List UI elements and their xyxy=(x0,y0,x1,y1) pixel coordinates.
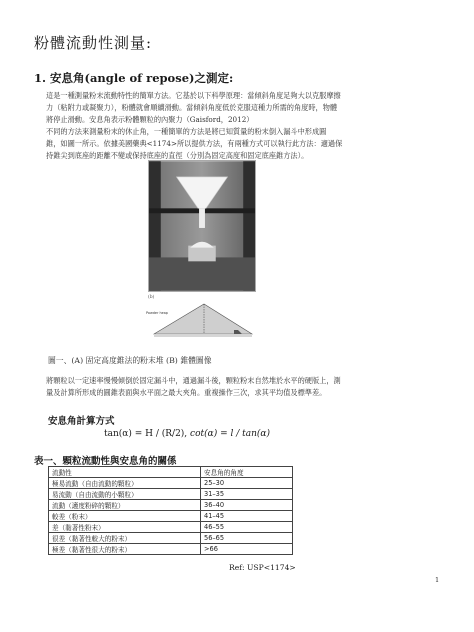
table-row xyxy=(49,489,293,500)
header-flowability: 流動性 xyxy=(49,467,201,478)
row-angle: 25–30 xyxy=(201,478,293,489)
flowability-table xyxy=(48,466,293,555)
row-flowability: 極易流動（自由流動的顆粒） xyxy=(49,478,201,489)
page-title: 粉體流動性測量: xyxy=(34,34,153,52)
section-number: 1. xyxy=(34,71,47,85)
figure-label-b: (b) xyxy=(148,295,155,300)
row-angle: 56–65 xyxy=(201,533,293,544)
method-line: 持錐尖到底座的距離不變或保持底座的直徑（分別為固定高度和固定底座錐方法）。 xyxy=(46,151,309,160)
method-paragraph xyxy=(46,126,441,162)
table-row xyxy=(49,500,293,511)
table-row xyxy=(49,522,293,533)
table-title: 表一、顆粒流動性與安息角的關係 xyxy=(34,456,177,467)
row-angle: 36–40 xyxy=(201,500,293,511)
row-angle: 41–45 xyxy=(201,511,293,522)
funnel-apparatus-photo xyxy=(148,160,256,292)
formula-heading: 安息角計算方式 xyxy=(48,416,115,427)
row-flowability: 流動（適度粉碎的顆粒） xyxy=(49,500,201,511)
row-flowability: 極差（黏著性很大的粉末） xyxy=(49,544,201,555)
intro-paragraph xyxy=(46,90,441,126)
row-flowability: 差（黏著性粉末） xyxy=(49,522,201,533)
cone-diagram xyxy=(146,300,258,340)
intro-line: 力（粘附力或凝聚力），粉體就會順續滑動。當傾斜角度低於克服這種力所需的角度時，物體 xyxy=(46,103,338,112)
figure-caption: 圖一、(A) 固定高度錐法的粉末堆 (B) 錐體圖像 xyxy=(48,356,212,365)
header-angle: 安息角的角度 xyxy=(201,467,293,478)
intro-line: 將停止滑動。安息角表示粉體顆粒的內聚力（Gaisford，2012） xyxy=(46,115,254,124)
formula-tan: tan(α) = H / (R/2), xyxy=(104,429,188,439)
row-flowability: 較差（粉末） xyxy=(49,511,201,522)
procedure-line: 將顆粒以一定速率慢慢傾倒於固定漏斗中，通過漏斗後，顆粒粉末自然堆於水平的硬版上，測 xyxy=(46,376,341,385)
section-title: 安息角(angle of repose)之測定: xyxy=(50,71,234,85)
formula-cot: cot(α) = l / tan(α) xyxy=(190,429,270,439)
row-angle: >66 xyxy=(201,544,293,555)
procedure-paragraph xyxy=(46,375,441,399)
table-row xyxy=(49,544,293,555)
page-number: 1 xyxy=(435,576,440,584)
procedure-line: 量及計算所形成的圓錐表面與水平面之最大夾角。重複操作三次，求其平均值及標準差。 xyxy=(46,388,327,397)
table-row xyxy=(49,478,293,489)
intro-line: 這是一種測量粉末流動特性的簡單方法。它基於以下科學原理：當傾斜角度足夠大以克服摩擦 xyxy=(46,91,341,100)
formula xyxy=(104,429,270,439)
method-line: 不同的方法來測量粉末的休止角，一種簡單的方法是將已知質量的粉末倒入漏斗中形成圓 xyxy=(46,127,327,136)
row-flowability: 很差（黏著性較大的粉末） xyxy=(49,533,201,544)
powder-heap-label: Powder heap xyxy=(146,311,168,315)
table-header-row xyxy=(49,467,293,478)
section-heading xyxy=(34,70,233,86)
row-angle: 46–55 xyxy=(201,522,293,533)
table-row xyxy=(49,511,293,522)
table-reference: Ref: USP<1174> xyxy=(229,563,296,572)
table-row xyxy=(49,533,293,544)
method-line: 錐，如圖一所示。依據美國藥典<1174>所以提供方法，有兩種方式可以執行此方法：適過保 xyxy=(46,139,343,148)
row-angle: 31–35 xyxy=(201,489,293,500)
row-flowability: 易流動（自由流動的小顆粒） xyxy=(49,489,201,500)
